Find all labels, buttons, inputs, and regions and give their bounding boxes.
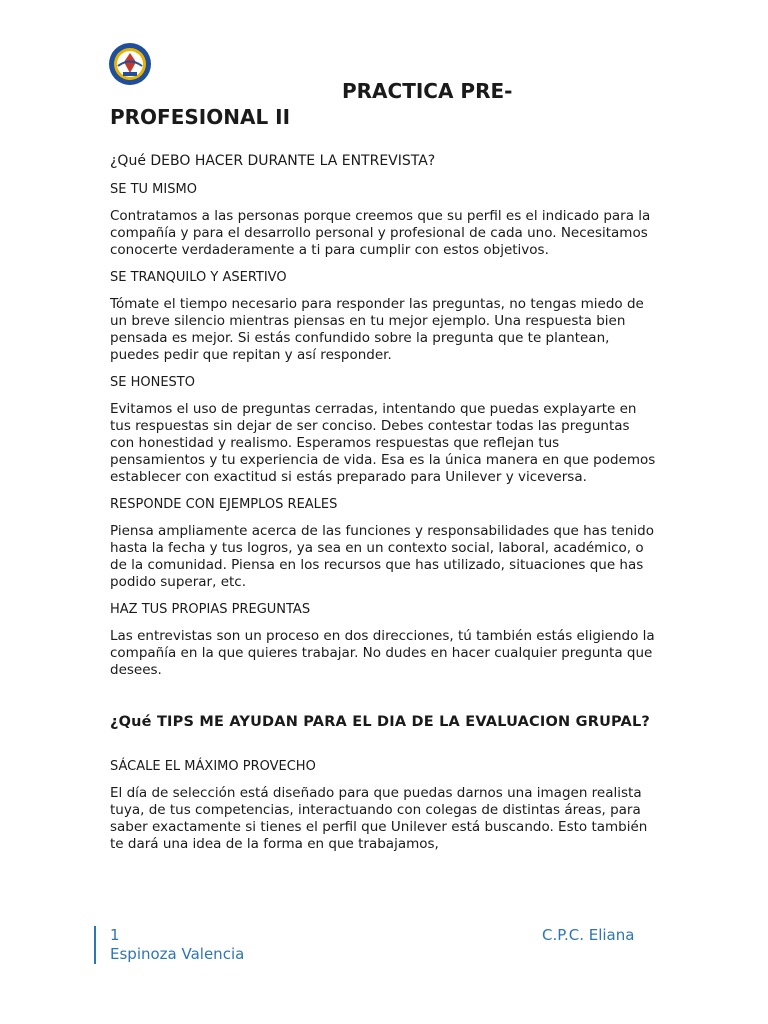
subheading: HAZ TUS PROPIAS PREGUNTAS bbox=[110, 602, 311, 617]
paragraph: Las entrevistas son un proceso en dos direcciones, tú también estás eligiendo la compañía en la que quieres trabajar. No dudes en hacer cualquier pregunta que desees. bbox=[110, 628, 655, 678]
subheading: SÁCALE EL MÁXIMO PROVECHO bbox=[110, 759, 316, 774]
subheading: SE TRANQUILO Y ASERTIVO bbox=[110, 270, 287, 285]
subheading: SE TU MISMO bbox=[110, 182, 197, 197]
subheading: SE HONESTO bbox=[110, 375, 195, 390]
paragraph: Piensa ampliamente acerca de las funciones y responsabilidades que has tenido hasta la fecha y tus logros, ya sea en un contexto social, laboral, académico, o de la comunidad. Piensa en los recursos que has utilizado, situaciones que has podido superar, etc. bbox=[110, 523, 655, 590]
paragraph: El día de selección está diseñado para que puedas darnos una imagen realista tuya, de tus competencias, interactuando con colegas de distintas áreas, para saber exactamente si tienes el perfil que Unilever está buscando. Esto también te dará una idea de la forma en que trabajamos, bbox=[110, 785, 648, 852]
page-title: PRACTICA PRE-PROFESIONAL II bbox=[110, 79, 513, 129]
paragraph: Evitamos el uso de preguntas cerradas, intentando que puedas explayarte en tus respuestas sin dejar de ser conciso. Debes contestar todas las preguntas con honestidad y realismo. Esperamos respuestas que reflejan tus pensamientos y tu experiencia de vida. Esa es la única manera en que podemos establecer con exactitud si estás preparado para Unilever y viceversa. bbox=[110, 401, 656, 485]
page-number: 1 bbox=[110, 926, 120, 944]
footer-divider bbox=[94, 926, 96, 964]
subheading: RESPONDE CON EJEMPLOS REALES bbox=[110, 497, 338, 512]
footer-author-left: Espinoza Valencia bbox=[110, 945, 245, 963]
paragraph: Tómate el tiempo necesario para responder las preguntas, no tengas miedo de un breve silencio mientras piensas en tu mejor ejemplo. Una respuesta bien pensada es mejor. Si estás confundido sobre la pregunta que te plantean, puedes pedir que repitan y así responder. bbox=[110, 296, 644, 363]
footer-author-right: C.P.C. Eliana bbox=[542, 926, 635, 944]
paragraph: Contratamos a las personas porque creemos que su perfil es el indicado para la compañía y para el desarrollo personal y profesional de cada uno. Necesitamos conocerte verdaderamente a ti para cumplir con estos objetivos. bbox=[110, 208, 651, 258]
section-heading: ¿Qué TIPS ME AYUDAN PARA EL DIA DE LA EVALUACION GRUPAL? bbox=[110, 714, 651, 730]
main-content bbox=[110, 152, 658, 863]
section-heading: ¿Qué DEBO HACER DURANTE LA ENTREVISTA? bbox=[110, 153, 436, 169]
